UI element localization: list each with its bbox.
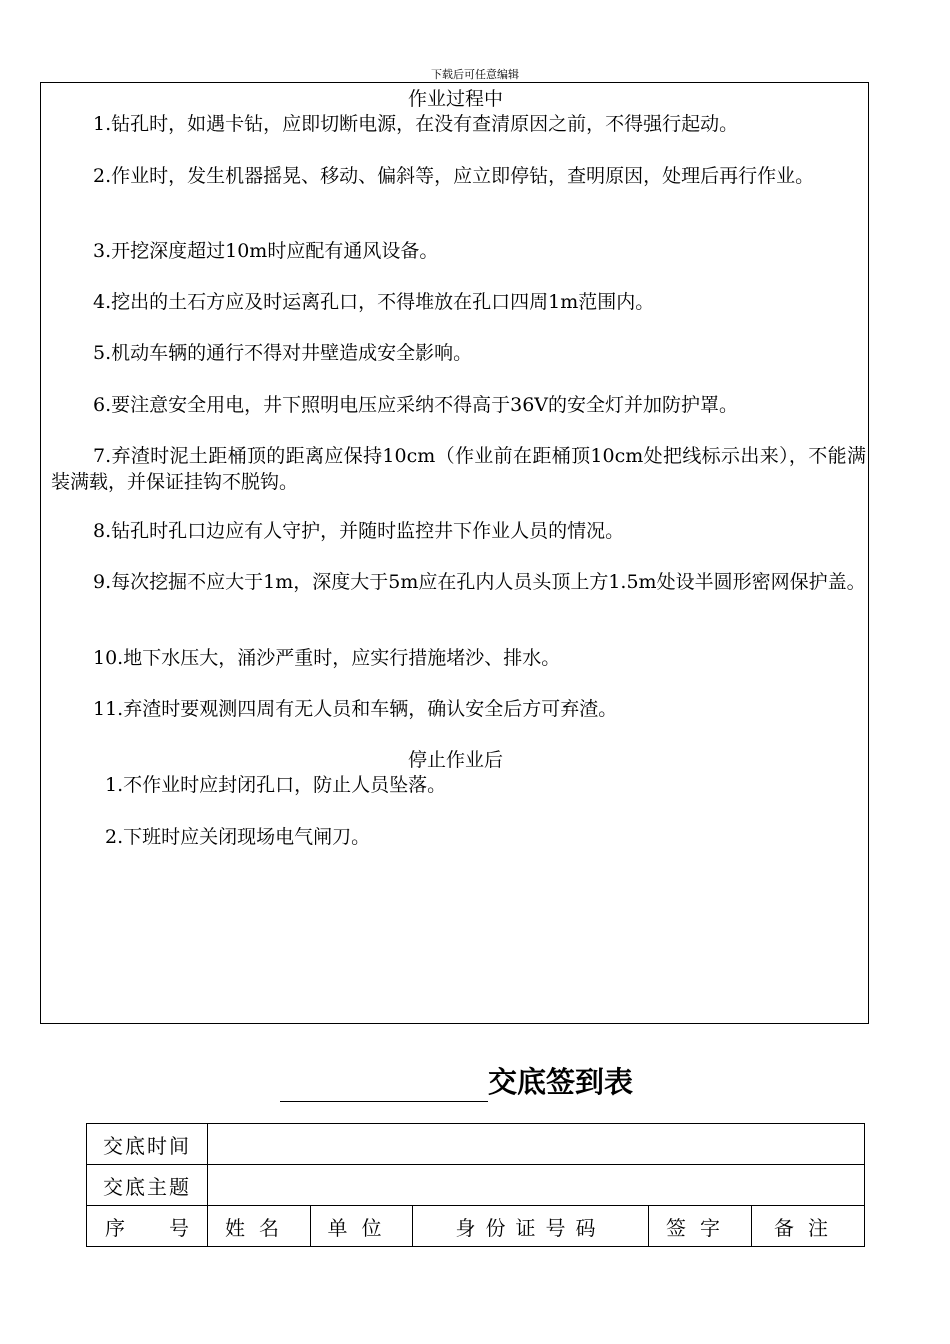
row-column-headers [87,1206,865,1247]
after-work-title: 停止作业后 [407,749,503,771]
header-signature: 签字 [649,1206,752,1247]
during-work-item-5: 5.机动车辆的通行不得对井壁造成安全影响。 [93,342,473,364]
row-topic [87,1165,865,1206]
during-work-item-10: 10.地下水压大，涌沙严重时，应实行措施堵沙、排水。 [93,647,561,669]
title-blank-line[interactable] [280,1067,488,1102]
during-work-title: 作业过程中 [407,88,503,110]
time-label: 交底时间 [87,1124,208,1165]
during-work-item-9: 9.每次挖掘不应大于1m，深度大于5m应在孔内人员头顶上方1.5m处设半圆形密网保护盖。 [93,571,866,593]
header-id-number: 身份证号码 [413,1206,649,1247]
header-seq [87,1206,208,1247]
after-work-item-1: 1.不作业时应封闭孔口，防止人员坠落。 [105,774,447,796]
during-work-item-11: 11.弃渣时要观测四周有无人员和车辆，确认安全后方可弃渣。 [93,698,618,720]
row-time [87,1124,865,1165]
during-work-item-6: 6.要注意安全用电，井下照明电压应采纳不得高于36V的安全灯并加防护罩。 [93,394,739,416]
during-work-item-3: 3.开挖深度超过10m时应配有通风设备。 [93,240,439,262]
sign-sheet-title [280,1062,633,1102]
sign-table [86,1123,865,1247]
during-work-item-2: 2.作业时，发生机器摇晃、移动、偏斜等，应立即停钻，查明原因，处理后再行作业。 [93,165,815,187]
header-unit: 单位 [311,1206,413,1247]
header-note: 下载后可任意编辑 [431,68,519,81]
topic-label: 交底主题 [87,1165,208,1206]
header-seq-left: 序 [105,1215,125,1240]
sign-sheet-title-text: 交底签到表 [488,1065,634,1099]
topic-value-cell[interactable] [208,1165,865,1206]
after-work-item-2: 2.下班时应关闭现场电气闸刀。 [105,826,371,848]
during-work-item-1: 1.钻孔时，如遇卡钻，应即切断电源，在没有查清原因之前，不得强行起动。 [93,113,739,135]
header-remark: 备注 [752,1206,865,1247]
header-name: 姓名 [208,1206,311,1247]
time-value-cell[interactable] [208,1124,865,1165]
during-work-item-7: 7.弃渣时泥土距桶顶的距离应保持10cm（作业前在距桶顶10cm处把线标示出来），不能满装满载，并保证挂钩不脱钩。 [51,445,866,493]
during-work-item-8: 8.钻孔时孔口边应有人守护，并随时监控井下作业人员的情况。 [93,520,625,542]
safety-content-box [40,82,869,1024]
during-work-item-4: 4.挖出的土石方应及时运离孔口，不得堆放在孔口四周1m范围内。 [93,291,655,313]
header-seq-right: 号 [169,1215,189,1240]
